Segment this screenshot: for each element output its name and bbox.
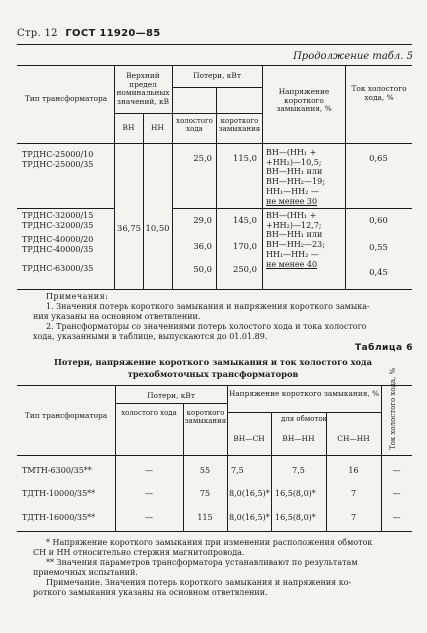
- t6-header-sn: СН—НН: [337, 434, 370, 443]
- table5-continuation: Продолжение табл. 5: [293, 51, 413, 62]
- t6-row1-idle: —: [145, 466, 153, 475]
- t6-row1-short: 55: [199, 466, 211, 475]
- t5-row2-type1: ТРДНС-32000/15: [22, 211, 94, 220]
- t6-row2-vs: 8,0(16,5)*: [229, 489, 270, 498]
- t6-row1-current: —: [392, 466, 401, 475]
- t5-row1-idle: 25,0: [193, 153, 212, 163]
- t6-row1-type: ТМТН-6300/35**: [22, 466, 92, 475]
- t5-row2-short: 145,0: [233, 215, 257, 225]
- t6-row1-vn: 7,5: [292, 466, 305, 475]
- t5-row1-type2: ТРДНС-25000/35: [22, 160, 94, 169]
- t5-row3-type1: ТРДНС-40000/20: [22, 235, 94, 244]
- notes1-line2b: хода, указанными в таблице, выпускаются до 01.01.89.: [33, 332, 268, 341]
- t6-row3-idle: —: [145, 513, 153, 522]
- page-number: Стр. 12: [17, 28, 58, 39]
- t5-row3-type2: ТРДНС-40000/35: [22, 245, 94, 254]
- t5-row2-idle: 29,0: [193, 215, 212, 225]
- t6-header-losses: Потери, кВт: [147, 391, 195, 400]
- t6-row2-current: —: [392, 489, 401, 498]
- t5-nn-value: 10,50: [145, 223, 170, 233]
- t6-row3-vs: 8,0(16,5)*: [229, 513, 270, 522]
- t5-row4-type: ТРДНС-63000/35: [22, 264, 94, 273]
- notes1-line2a: 2. Трансформаторы со значениями потерь холостого хода и тока холостого: [46, 322, 367, 331]
- notes2-star2a: ** Значения параметров трансформатора устанавливают по результатам: [46, 558, 358, 567]
- t6-header-vs: ВН—СН: [233, 434, 265, 443]
- t6-row1-vs: 7,5: [231, 466, 244, 475]
- t5-header-vn: ВН: [122, 123, 135, 132]
- notes2-note-b: роткого замыкания указаны на основном ответвлении.: [33, 588, 268, 597]
- t5-ukz-block2: ВН—(НН₁ + +НН₂)—12,7; ВН—НН₁ или ВН—НН₂—23; НН₁—НН₂ — не менее 40: [266, 211, 325, 269]
- t6-header-idle-current: Ток холостого хода, %: [389, 367, 397, 450]
- t5-row4-short: 250,0: [233, 264, 257, 274]
- t5-row1-short: 115,0: [233, 153, 257, 163]
- t5-header-idle: холостого хода: [176, 117, 213, 133]
- t6-row1-sn: 16: [348, 466, 359, 475]
- notes2-star2b: приемочных испытаний.: [33, 568, 138, 577]
- t5-header-ukz: Напряжение короткого замыкания, %: [276, 87, 332, 114]
- t6-header-ukz: Напряжение короткого замыкания, %: [228, 389, 380, 398]
- t6-row2-sn: 7: [350, 489, 357, 498]
- t5-row3-idle: 36,0: [193, 241, 212, 251]
- t6-row2-vn: 16,5(8,0)*: [275, 489, 316, 498]
- notes2-note-a: Примечание. Значения потерь короткого замыкания и напряжения ко-: [46, 578, 352, 587]
- t6-row3-type: ТДТН-16000/35**: [22, 513, 96, 522]
- t6-row2-short: 75: [199, 489, 211, 498]
- notes2-star1a: * Напряжение короткого замыкания при изменении расположения обмоток: [46, 538, 373, 547]
- t5-row1-type1: ТРДНС-25000/10: [22, 150, 94, 159]
- table6-label: Таблица 6: [354, 343, 413, 353]
- t5-header-losses: Потери, кВт: [193, 71, 241, 80]
- t5-row2-type2: ТРДНС-32000/35: [22, 221, 94, 230]
- t5-row3-short: 170,0: [233, 241, 257, 251]
- t5-vn-value: 36,75: [117, 223, 141, 233]
- t6-row2-type: ТДТН-10000/35**: [22, 489, 96, 498]
- t6-row3-sn: 7: [350, 513, 357, 522]
- t6-row2-idle: —: [145, 489, 153, 498]
- t6-header-type: Тип трансформатора: [24, 411, 108, 420]
- t6-header-windings: для обмоток: [281, 415, 327, 423]
- t5-header-type: Тип трансформатора: [24, 94, 108, 103]
- t5-header-short: короткого замыкания: [218, 117, 261, 133]
- notes2-star1b: СН и НН относительно стержня магнитопровода.: [33, 548, 245, 557]
- page-header: [17, 28, 160, 39]
- t6-row3-vn: 16,5(8,0)*: [275, 513, 316, 522]
- t5-header-idle-current: Ток холостого хода, %: [351, 84, 407, 102]
- t5-header-nn: НН: [151, 123, 164, 132]
- t5-ukz-block1: ВН—(НН₁ + +НН₂)—10,5; ВН—НН₁ или ВН—НН₂—19; НН₁—НН₂ — не менее 30: [266, 148, 325, 206]
- t5-row2-current: 0,60: [369, 215, 388, 225]
- table6-title2: трехобмоточных трансформаторов: [127, 369, 299, 379]
- header-rule: [17, 44, 412, 45]
- t5-row4-idle: 50,0: [193, 264, 212, 274]
- table6-title1: Потери, напряжение короткого замыкания и ток холостого хода: [54, 357, 372, 367]
- t6-row3-current: —: [392, 513, 401, 522]
- standard-code: ГОСТ 11920—85: [65, 28, 161, 39]
- t6-header-vn: ВН—НН: [282, 434, 315, 443]
- t5-row4-current: 0,45: [369, 267, 388, 277]
- t5-header-voltage: Верхний предел номинальных значений, кВ: [116, 71, 170, 106]
- notes1-line1a: 1. Значения потерь короткого замыкания и напряжения короткого замыка-: [46, 302, 370, 311]
- t5-row1-current: 0,65: [369, 153, 388, 163]
- notes1-title: Примечания:: [46, 292, 109, 301]
- t5-row3-current: 0,55: [369, 242, 388, 252]
- t6-header-short: короткого замыкания: [184, 409, 227, 425]
- notes1-line1b: ния указаны на основном ответвлении.: [33, 312, 201, 321]
- t6-row3-short: 115: [197, 513, 213, 522]
- t6-header-idle: холостого хода: [121, 409, 177, 417]
